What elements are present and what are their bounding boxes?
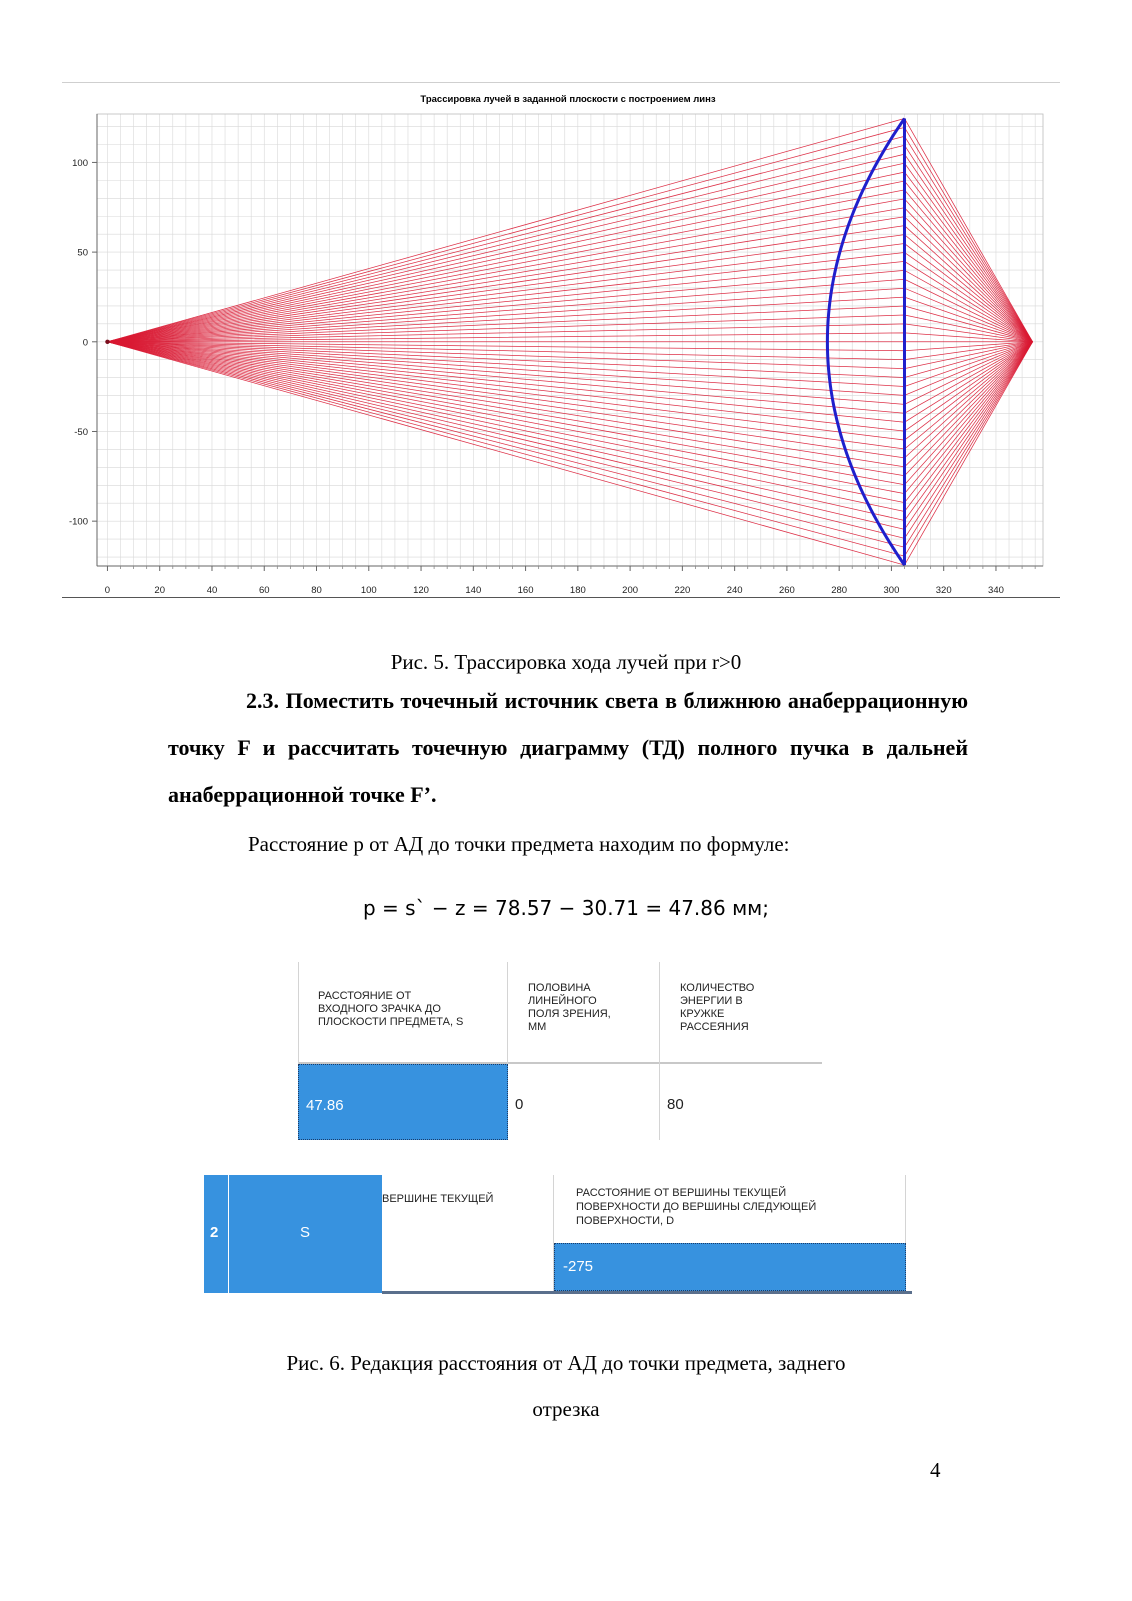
ray-line [107,252,1032,341]
header-line: РАССТОЯНИЕ ОТ ВЕРШИНЫ ТЕКУЩЕЙ [576,1187,787,1199]
x-tick-label: 40 [206,585,218,596]
figure-6-caption [0,1340,1132,1432]
x-tick-label: 220 [674,585,691,596]
section-heading-text: 2.3. Поместить точечный источник света в ближнюю анаберрационную точку F и рассчитать точечную диаграмму (ТД) полного пучка в дальней анаберрационной точке F’. [168,688,968,807]
distance-formula: p = s` − z = 78.57 − 30.71 = 47.86 мм; [362,896,769,920]
header-line: ВХОДНОГО ЗРАЧКА ДО [318,1003,441,1015]
figure-6-caption-line: Рис. 6. Редакция расстояния от АД до точки предмета, заднего [286,1351,846,1375]
ray-line [107,261,1032,341]
surface-type: S [300,1224,311,1241]
x-tick-label: 280 [831,585,848,596]
x-tick-label: 0 [104,585,111,596]
ray-line [107,342,1032,556]
ray-line [107,190,1032,342]
x-tick-label: 140 [465,585,482,596]
ray-line [107,315,1032,342]
surface-type-cell[interactable] [229,1175,382,1293]
ray-line [107,342,1032,369]
x-tick-label: 320 [935,585,952,596]
ray-line [107,297,1032,342]
x-tick-label: 80 [311,585,322,596]
ray-line [107,342,1032,565]
ray-line [107,342,1032,387]
energy-cell[interactable] [660,1064,822,1140]
empty-cell[interactable] [382,1243,554,1293]
x-tick-label: 100 [360,585,377,596]
x-tick-label: 60 [258,585,270,596]
vertex-distance-cell[interactable] [554,1243,906,1291]
header-vertex-distance[interactable] [554,1175,906,1243]
object-distance-table [298,962,822,1140]
ray-line [107,181,1032,342]
section-heading [168,677,968,818]
object-distance-cell[interactable] [298,1064,508,1140]
header-line: РАССЕЯНИЯ [680,1021,749,1033]
ray-line [107,342,1032,494]
ray-line [107,342,1032,503]
ray-line [107,172,1032,342]
x-tick-label: 300 [883,585,900,596]
y-tick-label: -50 [74,426,88,438]
row-underline [382,1291,912,1294]
header-partial[interactable] [382,1175,554,1243]
header-line: ПЛОСКОСТИ ПРЕДМЕТА, S [318,1016,464,1028]
chart-title: Трассировка лучей в заданной плоскости с построением линз [420,94,716,105]
x-tick-label: 200 [622,585,639,596]
header-half-field[interactable] [508,962,660,1064]
header-partial-text: ВЕРШИНЕ ТЕКУЩЕЙ [382,1193,494,1205]
y-tick-label: 50 [77,247,88,259]
ray-line [107,244,1032,342]
header-line: ЛИНЕЙНОГО [528,995,597,1007]
y-tick-label: 100 [72,157,88,169]
x-tick-label: 160 [517,585,534,596]
x-tick-label: 180 [569,585,586,596]
figure-6-caption-line: отрезка [532,1397,600,1421]
y-tick-label: -100 [68,516,88,528]
ray-bundle [105,118,1032,565]
surface-table [204,1175,912,1297]
header-line: ПОЛЯ ЗРЕНИЯ, [528,1008,611,1020]
x-tick-label: 240 [726,585,743,596]
cell-value: -275 [563,1258,594,1275]
row-number-cell[interactable] [204,1175,228,1293]
ray-line [107,118,1032,341]
x-tick-label: 260 [778,585,795,596]
ray-line [107,342,1032,422]
header-line: КРУЖКЕ [680,1008,725,1020]
header-line: ПОВЕРХНОСТИ ДО ВЕРШИНЫ СЛЕДУЮЩЕЙ [576,1201,817,1213]
header-object-distance[interactable] [298,962,508,1064]
ray-line [107,342,1032,512]
ray-line [107,342,1032,440]
source-point [105,340,109,344]
cell-value: 0 [515,1096,524,1113]
header-energy[interactable] [660,962,822,1064]
figure-5-caption: Рис. 5. Трассировка хода лучей при r>0 [390,650,742,674]
ray-line [107,342,1032,431]
header-line: ЭНЕРГИИ В [680,995,743,1007]
row-number: 2 [210,1224,219,1241]
cell-value: 47.86 [306,1097,344,1114]
ray-trace-chart [62,82,1060,610]
x-tick-label: 120 [413,585,429,596]
page-number: 4 [930,1458,941,1482]
x-tick-label: 340 [988,585,1004,596]
half-field-cell[interactable] [508,1064,660,1140]
header-line: ММ [528,1021,547,1033]
header-line: РАССТОЯНИЕ ОТ [318,990,412,1002]
header-line: КОЛИЧЕСТВО [680,982,755,994]
header-line: ПОВЕРХНОСТИ, D [576,1215,675,1227]
header-line: ПОЛОВИНА [528,982,591,994]
y-tick-label: 0 [82,337,88,349]
cell-value: 80 [667,1096,684,1113]
x-tick-label: 20 [154,585,166,596]
ray-line [107,127,1032,341]
formula-intro-paragraph: Расстояние p от АД до точки предмета находим по формуле: [248,832,790,856]
